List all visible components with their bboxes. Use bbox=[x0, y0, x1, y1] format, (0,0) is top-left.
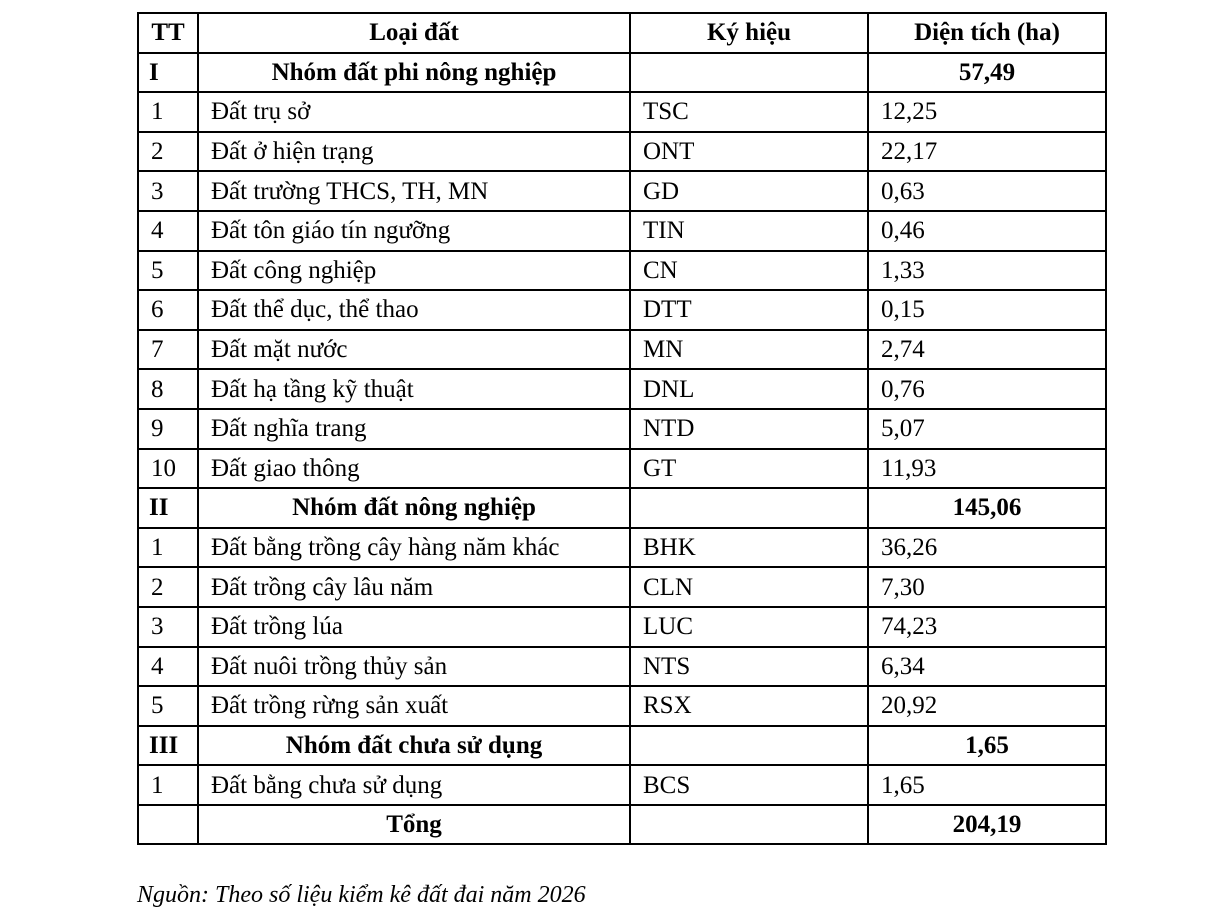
row-land-type: Đất thể dục, thể thao bbox=[198, 290, 630, 330]
group-area: 1,65 bbox=[868, 726, 1106, 766]
row-code: BHK bbox=[630, 528, 868, 568]
table-row bbox=[138, 528, 1106, 568]
row-tt: 2 bbox=[138, 567, 198, 607]
row-land-type: Đất bằng chưa sử dụng bbox=[198, 765, 630, 805]
row-land-type: Đất tôn giáo tín ngưỡng bbox=[198, 211, 630, 251]
row-tt: 5 bbox=[138, 686, 198, 726]
table-header-row bbox=[138, 13, 1106, 53]
row-land-type: Đất mặt nước bbox=[198, 330, 630, 370]
total-tt bbox=[138, 805, 198, 845]
row-code: TSC bbox=[630, 92, 868, 132]
table-row bbox=[138, 369, 1106, 409]
total-label: Tổng bbox=[198, 805, 630, 845]
row-tt: 6 bbox=[138, 290, 198, 330]
table-row bbox=[138, 211, 1106, 251]
table-row bbox=[138, 290, 1106, 330]
row-tt: 4 bbox=[138, 211, 198, 251]
row-tt: 10 bbox=[138, 449, 198, 489]
row-land-type: Đất trụ sở bbox=[198, 92, 630, 132]
table-row bbox=[138, 92, 1106, 132]
row-area: 0,15 bbox=[868, 290, 1106, 330]
row-code: GT bbox=[630, 449, 868, 489]
row-code: LUC bbox=[630, 607, 868, 647]
header-land-type: Loại đất bbox=[198, 13, 630, 53]
row-code: TIN bbox=[630, 211, 868, 251]
row-tt: 3 bbox=[138, 171, 198, 211]
group-code bbox=[630, 726, 868, 766]
row-land-type: Đất trồng cây lâu năm bbox=[198, 567, 630, 607]
group-row bbox=[138, 726, 1106, 766]
header-code: Ký hiệu bbox=[630, 13, 868, 53]
header-tt: TT bbox=[138, 13, 198, 53]
row-land-type: Đất nghĩa trang bbox=[198, 409, 630, 449]
group-row bbox=[138, 53, 1106, 93]
group-area: 57,49 bbox=[868, 53, 1106, 93]
group-tt: I bbox=[138, 53, 198, 93]
row-land-type: Đất hạ tầng kỹ thuật bbox=[198, 369, 630, 409]
total-row bbox=[138, 805, 1106, 845]
source-note: Nguồn: Theo số liệu kiểm kê đất đai năm 2026 bbox=[137, 882, 586, 908]
row-area: 2,74 bbox=[868, 330, 1106, 370]
row-land-type: Đất trồng rừng sản xuất bbox=[198, 686, 630, 726]
row-area: 36,26 bbox=[868, 528, 1106, 568]
row-tt: 3 bbox=[138, 607, 198, 647]
row-area: 74,23 bbox=[868, 607, 1106, 647]
row-area: 0,46 bbox=[868, 211, 1106, 251]
group-name: Nhóm đất phi nông nghiệp bbox=[198, 53, 630, 93]
row-area: 0,76 bbox=[868, 369, 1106, 409]
row-area: 7,30 bbox=[868, 567, 1106, 607]
land-use-table bbox=[137, 12, 1107, 845]
row-land-type: Đất trồng lúa bbox=[198, 607, 630, 647]
row-code: DTT bbox=[630, 290, 868, 330]
row-tt: 5 bbox=[138, 251, 198, 291]
header-area: Diện tích (ha) bbox=[868, 13, 1106, 53]
group-code bbox=[630, 488, 868, 528]
row-code: NTD bbox=[630, 409, 868, 449]
row-area: 1,65 bbox=[868, 765, 1106, 805]
table-row bbox=[138, 409, 1106, 449]
row-tt: 1 bbox=[138, 92, 198, 132]
row-land-type: Đất ở hiện trạng bbox=[198, 132, 630, 172]
row-area: 20,92 bbox=[868, 686, 1106, 726]
row-land-type: Đất giao thông bbox=[198, 449, 630, 489]
row-tt: 1 bbox=[138, 765, 198, 805]
table-row bbox=[138, 567, 1106, 607]
row-tt: 9 bbox=[138, 409, 198, 449]
row-code: RSX bbox=[630, 686, 868, 726]
group-code bbox=[630, 53, 868, 93]
land-use-table-container bbox=[137, 12, 1107, 845]
row-code: DNL bbox=[630, 369, 868, 409]
row-land-type: Đất nuôi trồng thủy sản bbox=[198, 647, 630, 687]
row-code: ONT bbox=[630, 132, 868, 172]
row-land-type: Đất bằng trồng cây hàng năm khác bbox=[198, 528, 630, 568]
row-land-type: Đất trường THCS, TH, MN bbox=[198, 171, 630, 211]
row-area: 11,93 bbox=[868, 449, 1106, 489]
row-tt: 8 bbox=[138, 369, 198, 409]
row-code: BCS bbox=[630, 765, 868, 805]
row-area: 12,25 bbox=[868, 92, 1106, 132]
table-row bbox=[138, 765, 1106, 805]
table-row bbox=[138, 251, 1106, 291]
row-code: CLN bbox=[630, 567, 868, 607]
group-tt: II bbox=[138, 488, 198, 528]
table-row bbox=[138, 607, 1106, 647]
row-tt: 2 bbox=[138, 132, 198, 172]
row-tt: 7 bbox=[138, 330, 198, 370]
row-code: MN bbox=[630, 330, 868, 370]
group-name: Nhóm đất chưa sử dụng bbox=[198, 726, 630, 766]
table-row bbox=[138, 171, 1106, 211]
total-area: 204,19 bbox=[868, 805, 1106, 845]
group-tt: III bbox=[138, 726, 198, 766]
row-land-type: Đất công nghiệp bbox=[198, 251, 630, 291]
row-tt: 4 bbox=[138, 647, 198, 687]
row-area: 5,07 bbox=[868, 409, 1106, 449]
group-name: Nhóm đất nông nghiệp bbox=[198, 488, 630, 528]
row-code: GD bbox=[630, 171, 868, 211]
total-code bbox=[630, 805, 868, 845]
row-area: 1,33 bbox=[868, 251, 1106, 291]
row-code: NTS bbox=[630, 647, 868, 687]
table-row bbox=[138, 132, 1106, 172]
row-area: 0,63 bbox=[868, 171, 1106, 211]
group-area: 145,06 bbox=[868, 488, 1106, 528]
group-row bbox=[138, 488, 1106, 528]
table-row bbox=[138, 330, 1106, 370]
table-row bbox=[138, 686, 1106, 726]
row-area: 22,17 bbox=[868, 132, 1106, 172]
table-row bbox=[138, 449, 1106, 489]
row-code: CN bbox=[630, 251, 868, 291]
row-area: 6,34 bbox=[868, 647, 1106, 687]
table-row bbox=[138, 647, 1106, 687]
row-tt: 1 bbox=[138, 528, 198, 568]
table-body bbox=[138, 53, 1106, 845]
